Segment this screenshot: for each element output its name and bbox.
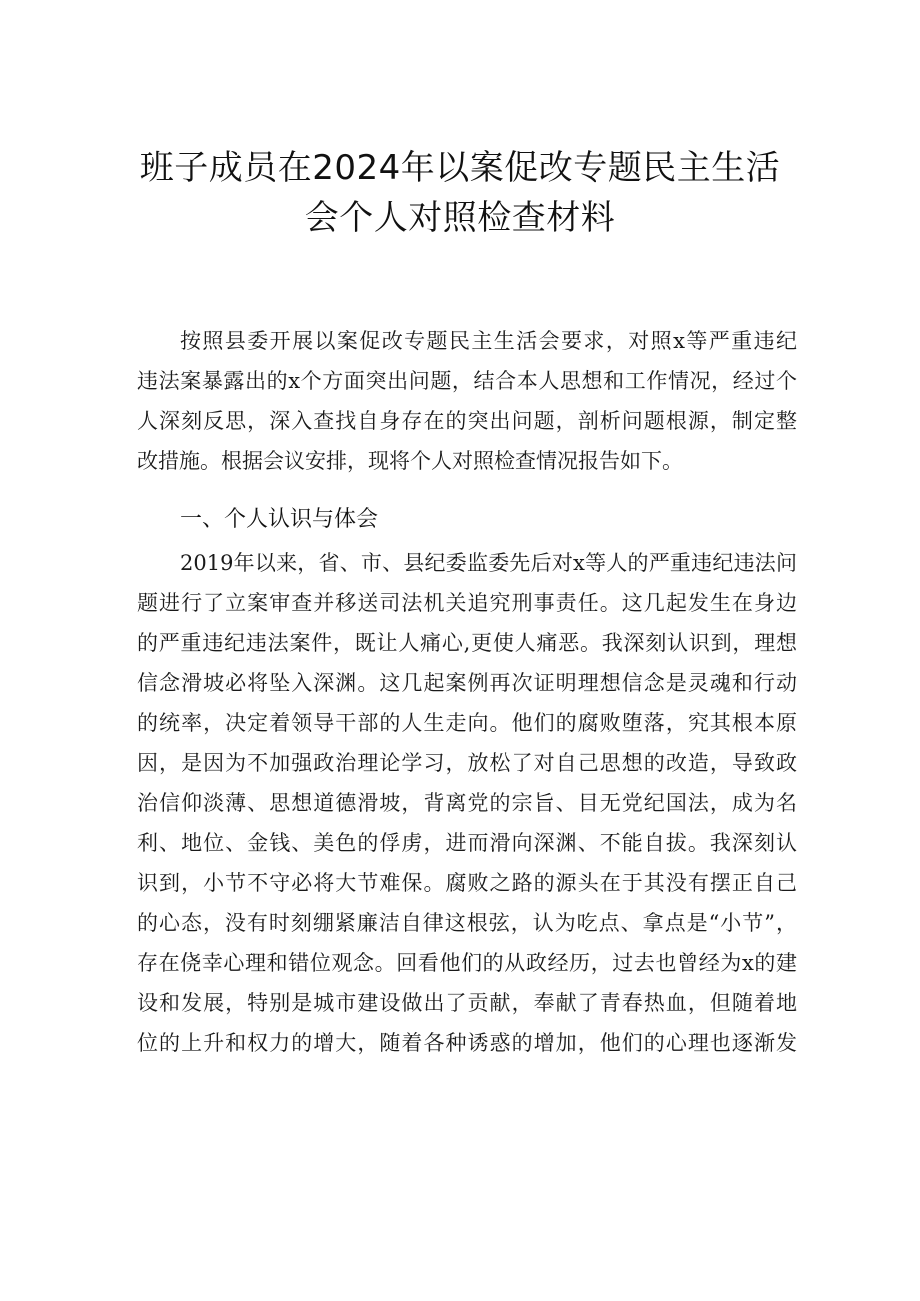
section-line: 利、地位、金钱、美色的俘虏，进而滑向深渊、不能自拔。我深刻认: [137, 831, 797, 855]
section-line: 的统率，决定着领导干部的人生走向。他们的腐败堕落，究其根本原: [137, 711, 797, 735]
section-line: 2019年以来，省、市、县纪委监委先后对x等人的严重违纪违法问: [180, 551, 797, 575]
section-1: [137, 503, 797, 1103]
document-title-line-1: 班子成员在2024年以案促改专题民主生活: [139, 148, 781, 188]
intro-line: 按照县委开展以案促改专题民主生活会要求，对照x等严重违纪: [180, 329, 797, 353]
section-line: 信念滑坡必将坠入深渊。这几起案例再次证明理想信念是灵魂和行动: [137, 671, 797, 695]
section-line: 因，是因为不加强政治理论学习，放松了对自己思想的改造，导致政: [137, 751, 797, 775]
section-line: 的严重违纪违法案件，既让人痛心,更使人痛恶。我深刻认识到，理想: [137, 631, 797, 655]
intro-line: 人深刻反思，深入查找自身存在的突出问题，剖析问题根源，制定整: [137, 409, 797, 433]
intro-line: 改措施。根据会议安排，现将个人对照检查情况报告如下。: [137, 449, 683, 473]
section-heading: 一、个人认识与体会: [180, 507, 379, 532]
intro-paragraph: [137, 326, 797, 486]
section-line: 存在侥幸心理和错位观念。回看他们的从政经历，过去也曾经为x的建: [137, 951, 797, 975]
section-line: 位的上升和权力的增大，随着各种诱惑的增加，他们的心理也逐渐发: [137, 1031, 797, 1055]
section-line: 的心态，没有时刻绷紧廉洁自律这根弦，认为吃点、拿点是“小节”，: [137, 911, 797, 935]
section-line: 题进行了立案审查并移送司法机关追究刑事责任。这几起发生在身边: [137, 591, 797, 615]
section-line: 识到，小节不守必将大节难保。腐败之路的源头在于其没有摆正自己: [137, 871, 797, 895]
intro-line: 违法案暴露出的x个方面突出问题，结合本人思想和工作情况，经过个: [137, 369, 797, 393]
section-line: 设和发展，特别是城市建设做出了贡献，奉献了青春热血，但随着地: [137, 991, 797, 1015]
document-title-line-2: 会个人对照检查材料: [304, 198, 616, 238]
section-line: 治信仰淡薄、思想道德滑坡，背离党的宗旨、目无党纪国法，成为名: [137, 791, 797, 815]
